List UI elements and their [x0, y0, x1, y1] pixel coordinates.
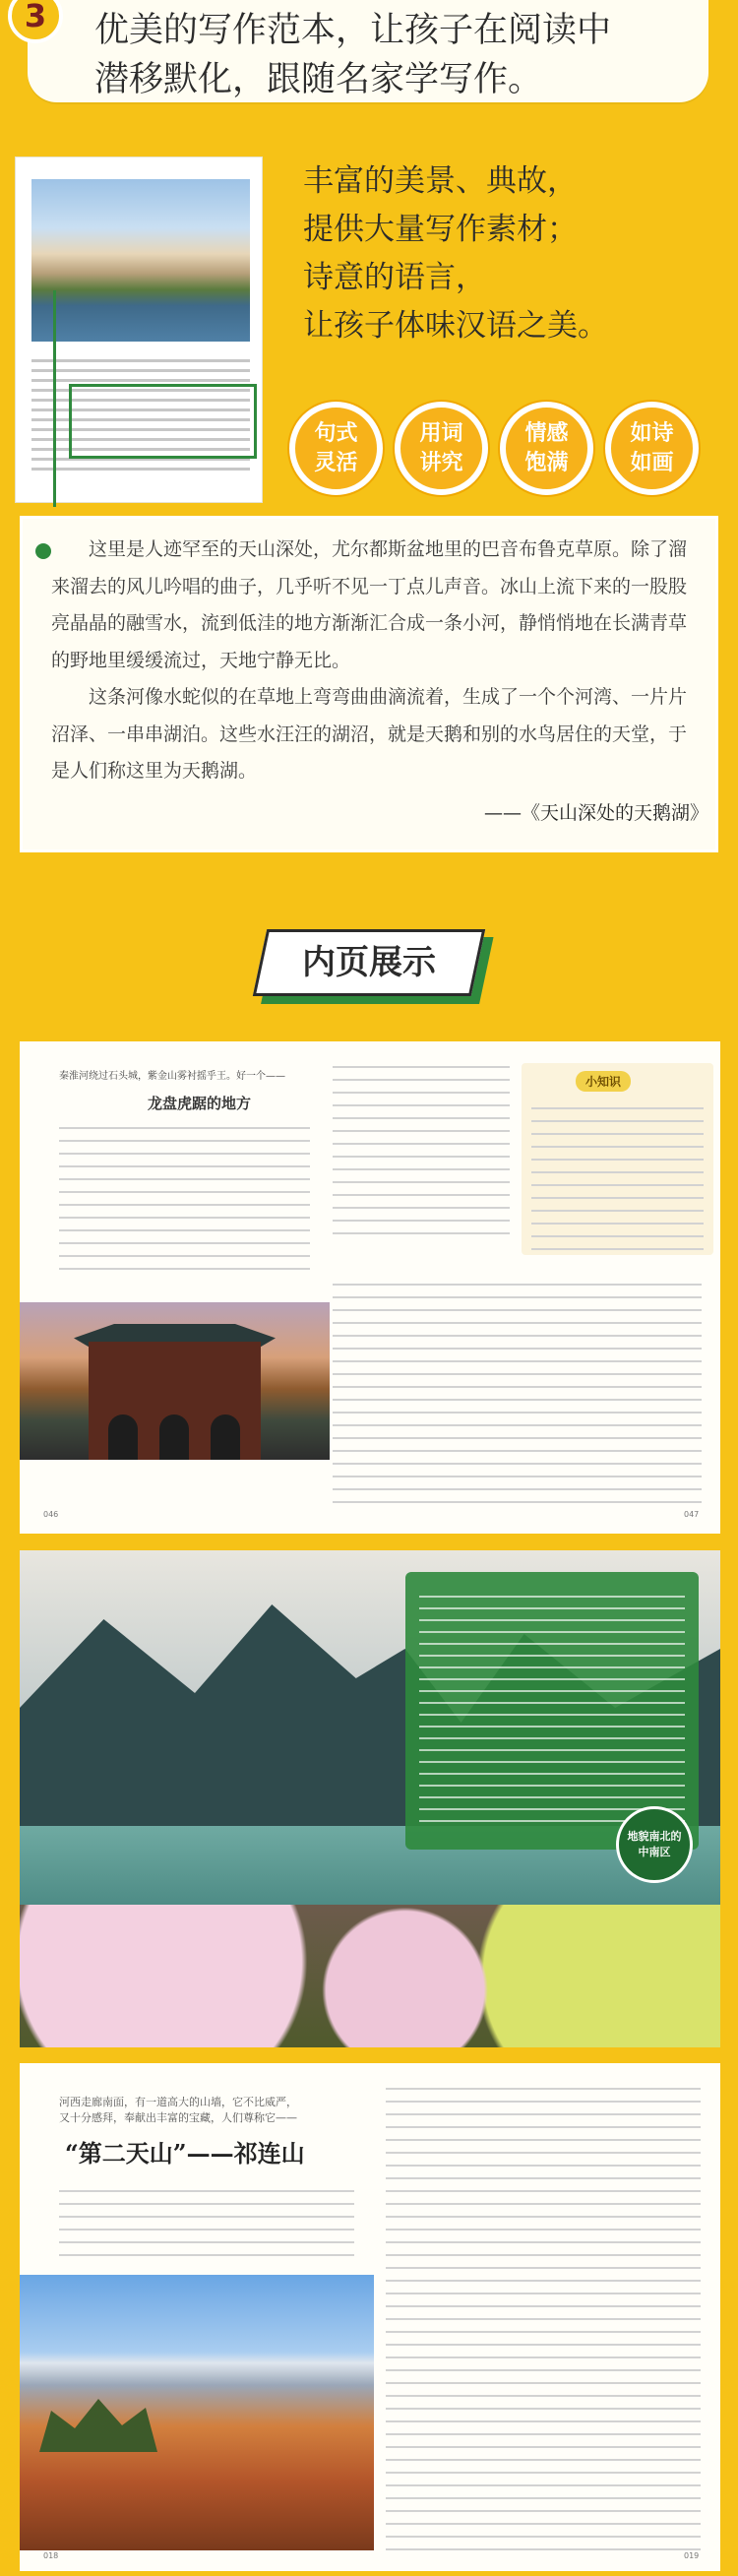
spread1-page-left: 046 — [43, 1510, 59, 1519]
callout-connector — [53, 290, 56, 507]
spread1-page-right: 047 — [684, 1510, 700, 1519]
zhonghua-gate-photo — [20, 1302, 330, 1460]
badge-poetic — [605, 402, 699, 495]
spread1-right-text — [333, 1273, 702, 1514]
section-number-badge: 3 — [8, 0, 63, 43]
feature-line-3: 诗意的语言， — [303, 260, 486, 295]
spread1-mid-text — [333, 1055, 510, 1245]
spread1-intro: 秦淮河绕过石头城，紫金山雾衬摇乎王。好一个—— — [59, 1071, 285, 1082]
spread-nanjing — [20, 1041, 720, 1534]
knowledge-tag: 小知识 — [576, 1071, 631, 1092]
badge-line: 灵活 — [314, 450, 358, 475]
blossom-foreground — [20, 1905, 720, 2047]
grassland-lake-photo — [31, 179, 250, 342]
excerpt-text — [51, 532, 701, 790]
spread3-page-left: 018 — [43, 2551, 59, 2560]
badge-emotion — [500, 402, 593, 495]
spread3-left-text — [59, 2179, 354, 2267]
spread3-right-text — [386, 2077, 701, 2561]
spread1-title: 龙盘虎踞的地方 — [148, 1095, 252, 1112]
sidebar-text — [531, 1097, 704, 1261]
badge-flexible-syntax — [289, 402, 383, 495]
intro-line: 又十分感拜，奉献出丰富的宝藏，人们尊称它—— — [59, 2111, 297, 2124]
highlight-box — [69, 384, 257, 459]
badge-line: 讲究 — [419, 450, 463, 475]
feature-line-4: 让孩子体味汉语之美。 — [303, 308, 608, 344]
circle-line: 地貌南北的 — [627, 1830, 682, 1843]
spread3-page-right: 019 — [684, 2551, 700, 2560]
feature-line-2: 提供大量写作素材； — [303, 212, 578, 247]
badge-line: 情感 — [524, 420, 569, 446]
spread-three-gorges — [20, 1550, 720, 2047]
section-heading — [94, 6, 705, 104]
badge-line: 如画 — [630, 450, 674, 475]
feature-badges — [289, 402, 728, 496]
gate-wall — [89, 1342, 261, 1460]
excerpt-source: ——《天山深处的天鹅湖》 — [483, 802, 708, 824]
badge-line: 如诗 — [630, 420, 674, 446]
gate-door — [211, 1414, 240, 1460]
gate-door — [159, 1414, 189, 1460]
badge-line: 饱满 — [524, 450, 569, 475]
danxia-landform-photo — [20, 2275, 374, 2550]
circle-line: 中南区 — [638, 1846, 671, 1858]
spread-qilian — [20, 2063, 720, 2571]
excerpt-paragraph-2: 这条河像水蛇似的在草地上弯弯曲曲滴流着，生成了一个个河湾、一片片沼泽、一串串湖泊。这些水汪汪的湖沼，就是天鹅和别的水鸟居住的天堂，于是人们称这里为天鹅湖。 — [51, 686, 688, 782]
intro-line: 河西走廊南面，有一道高大的山墙，它不比威严， — [59, 2096, 297, 2108]
excerpt-bullet-icon — [35, 543, 51, 559]
spread1-left-text — [59, 1116, 310, 1281]
feature-description — [303, 157, 726, 350]
badge-line: 句式 — [314, 420, 358, 446]
badge-word-choice — [395, 402, 488, 495]
inner-pages-banner-text: 内页展示 — [302, 943, 436, 982]
feature-line-1: 丰富的美景、典故， — [303, 163, 578, 199]
section-heading-line2: 潜移默化，跟随名家学写作。 — [94, 60, 543, 99]
badge-line: 用词 — [419, 420, 463, 446]
section-heading-line1: 优美的写作范本，让孩子在阅读中 — [94, 11, 612, 50]
spread3-intro — [59, 2095, 297, 2126]
trees — [39, 2393, 157, 2452]
region-circle-label — [616, 1806, 693, 1883]
text-panel-lines — [419, 1586, 685, 1832]
inner-pages-banner — [253, 929, 485, 996]
gate-door — [108, 1414, 138, 1460]
excerpt-paragraph-1: 这里是人迹罕至的天山深处，尤尔都斯盆地里的巴音布鲁克草原。除了溜来溜去的风儿吟唱的曲子，几乎听不见一丁点儿声音。冰山上流下来的一股股亮晶晶的融雪水，流到低洼的地方渐渐汇合成一条小河，静悄悄地在长满青草的野地里缓缓流过，天地宁静无比。 — [51, 538, 688, 671]
spread3-title: “第二天山”——祁连山 — [65, 2139, 305, 2168]
